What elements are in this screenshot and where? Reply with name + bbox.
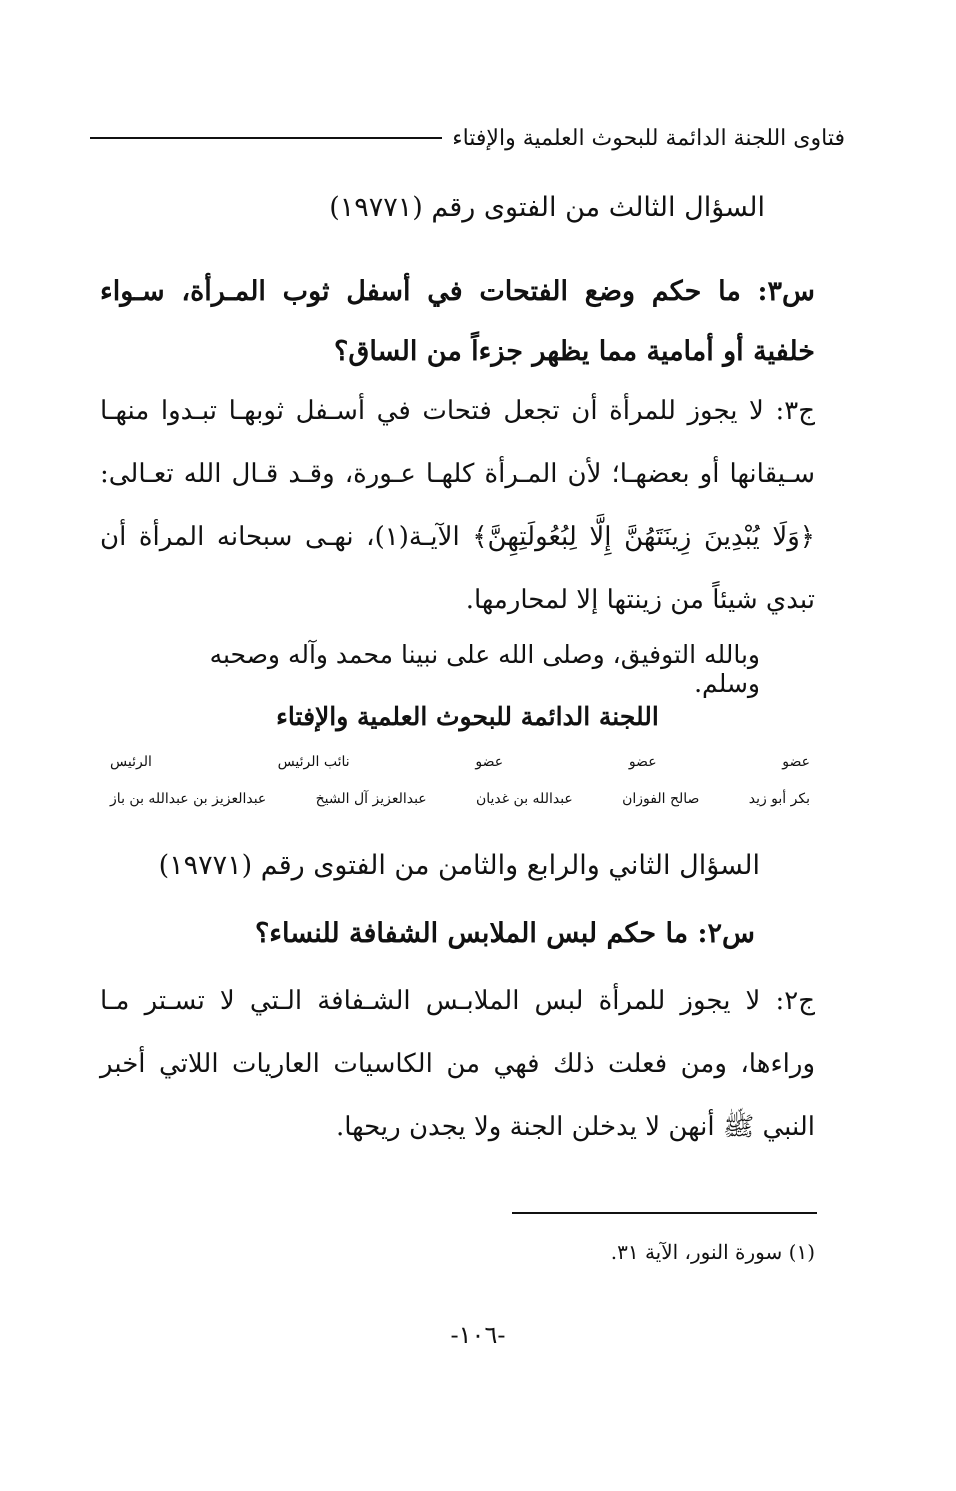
- q3-question: س٣: ما حكم وضع الفتحات في أسفل ثوب المـرأة، سـواء خلفية أو أمامية مما يظهر جزءاً من الساق؟: [100, 276, 815, 367]
- page-number: -١٠٦-: [450, 1321, 506, 1349]
- committee-member-name: عبدالعزيز بن عبدالله بن باز: [110, 791, 267, 807]
- committee-role: عضو: [782, 754, 810, 770]
- q3-closing: وبالله التوفيق، وصلى الله على نبينا محمد وآله وصحبه وسلم.: [209, 640, 760, 698]
- header-rule: [90, 137, 442, 139]
- q2-heading: السؤال الثاني والرابع والثامن من الفتوى رقم (١٩٧٧١): [158, 850, 760, 881]
- committee-role: عضو: [628, 754, 657, 770]
- committee-role: نائب الرئيس: [277, 754, 350, 770]
- committee-member-name: عبدالله بن غديان: [475, 791, 573, 807]
- committee-role: عضو: [475, 754, 504, 770]
- q3-answer: ج٣: لا يجوز للمرأة أن تجعل فتحات في أسـفل ثوبهـا تبـدوا منهـا سـيقانها أو بعضهـا؛ لأن المـرأة كلهـا عـورة، وقـد قـال الله تعـالى: ﴿وَلَا يُبْدِينَ زِينَتَهُنَّ إِلَّا لِبُعُولَتِهِنَّ﴾ الآيـة(١)، نهـى سبحانه المرأة أن تبدي شيئاً من زينتها إلا لمحارمها.: [100, 396, 815, 615]
- committee-roles: [110, 754, 810, 770]
- running-header: [90, 118, 845, 158]
- committee-title: اللجنة الدائمة للبحوث العلمية والإفتاء: [276, 702, 659, 731]
- q2-question: س٢: ما حكم لبس الملابس الشفافة للنساء؟: [254, 918, 755, 949]
- committee-names: [110, 791, 810, 807]
- committee-role: الرئيس: [110, 754, 152, 770]
- footnote-rule: [512, 1212, 817, 1214]
- committee-member-name: بكر أبو زيد: [748, 791, 810, 807]
- header-title: فتاوى اللجنة الدائمة للبحوث العلمية والإفتاء: [452, 125, 845, 151]
- q3-heading: السؤال الثالث من الفتوى رقم (١٩٧٧١): [329, 192, 765, 223]
- footnote: (١) سورة النور، الآية ٣١.: [610, 1240, 815, 1264]
- committee-member-name: عبدالعزيز آل الشيخ: [315, 791, 427, 807]
- committee-member-name: صالح الفوزان: [622, 791, 700, 807]
- q2-answer: ج٢: لا يجوز للمرأة لبس الملابـس الشـفافة الـتي لا تسـتر مـا وراءها، ومن فعلت ذلك فهي من الكاسيات العاريات اللاتي أخبر النبي ﷺ أنهن لا يدخلن الجنة ولا يجدن ريحها.: [100, 986, 815, 1142]
